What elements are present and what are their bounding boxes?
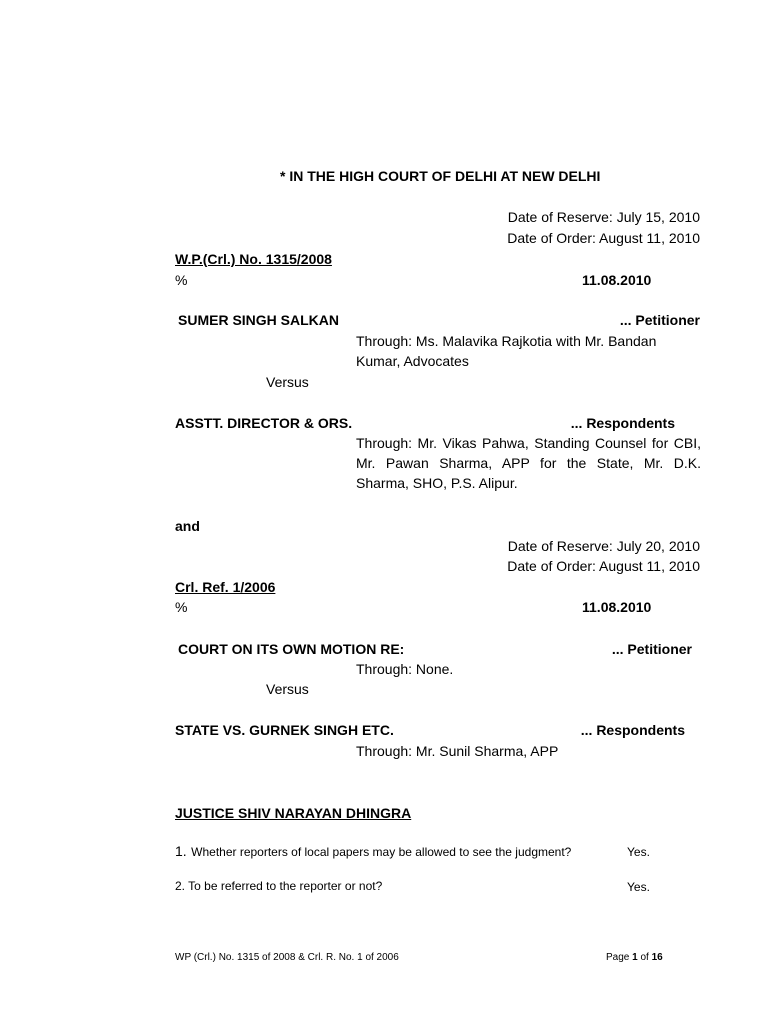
case1-versus: Versus bbox=[266, 374, 309, 390]
case1-petitioner-role: ... Petitioner bbox=[619, 312, 700, 328]
question-1-answer: Yes. bbox=[627, 845, 650, 859]
case2-respondent-role: ... Respondents bbox=[580, 722, 685, 738]
case2-petitioner-name: COURT ON ITS OWN MOTION RE: bbox=[178, 641, 405, 657]
footer-citation: WP (Crl.) No. 1315 of 2008 & Crl. R. No. 1 of 2006 bbox=[175, 952, 399, 963]
case2-petitioner-role: ... Petitioner bbox=[611, 641, 692, 657]
question-2-answer: Yes. bbox=[627, 880, 650, 894]
case2-date-of-order: Date of Order: August 11, 2010 bbox=[507, 558, 700, 574]
case1-date-of-reserve: Date of Reserve: July 15, 2010 bbox=[507, 209, 700, 225]
question-1-text: Whether reporters of local papers may be allowed to see the judgment? bbox=[191, 845, 572, 859]
case2-number: Crl. Ref. 1/2006 bbox=[175, 579, 276, 595]
question-2-number: 2. bbox=[175, 879, 186, 893]
case2-respondent-name: STATE VS. GURNEK SINGH ETC. bbox=[175, 722, 394, 738]
question-2 bbox=[175, 878, 382, 894]
footer-page-prefix: Page bbox=[606, 952, 633, 963]
footer-page-current: 1 bbox=[632, 952, 638, 963]
footer-page-total: 16 bbox=[651, 952, 663, 963]
case1-petitioner-counsel: Through: Ms. Malavika Rajkotia with Mr. Bandan Kumar, Advocates bbox=[356, 333, 657, 369]
question-1 bbox=[175, 841, 571, 861]
footer-page-of: of bbox=[637, 952, 652, 963]
case2-versus: Versus bbox=[266, 681, 309, 697]
coram-justice: JUSTICE SHIV NARAYAN DHINGRA bbox=[175, 805, 412, 821]
court-title: * IN THE HIGH COURT OF DELHI AT NEW DELHI bbox=[280, 168, 601, 184]
case1-date-of-order: Date of Order: August 11, 2010 bbox=[507, 230, 700, 246]
case1-respondent-role: ... Respondents bbox=[570, 415, 675, 431]
joiner-and: and bbox=[175, 518, 200, 534]
case2-respondent-counsel: Through: Mr. Sunil Sharma, APP bbox=[356, 743, 559, 759]
case1-date: 11.08.2010 bbox=[582, 272, 652, 288]
case2-date: 11.08.2010 bbox=[582, 599, 652, 615]
case1-number: W.P.(Crl.) No. 1315/2008 bbox=[175, 251, 332, 267]
case1-petitioner-name: SUMER SINGH SALKAN bbox=[178, 312, 340, 328]
case1-respondent-counsel: Through: Mr. Vikas Pahwa, Standing Counsel for CBI, Mr. Pawan Sharma, APP for the State, Mr. D.K. Sharma, SHO, P.S. Alipur. bbox=[356, 435, 701, 491]
case2-percent: % bbox=[175, 599, 188, 615]
case2-petitioner-counsel: Through: None. bbox=[356, 661, 454, 677]
footer-page-number bbox=[606, 951, 663, 965]
case1-respondent-name: ASSTT. DIRECTOR & ORS. bbox=[175, 415, 353, 431]
case1-percent: % bbox=[175, 272, 188, 288]
case2-date-of-reserve: Date of Reserve: July 20, 2010 bbox=[507, 538, 700, 554]
question-2-text: To be referred to the reporter or not? bbox=[188, 879, 383, 893]
question-1-number: 1. bbox=[175, 843, 187, 859]
